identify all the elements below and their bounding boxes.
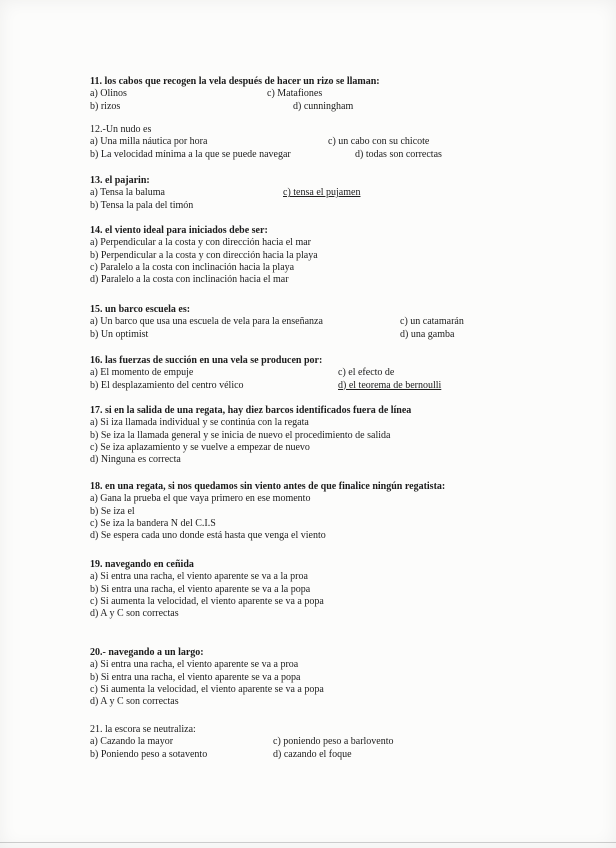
option-b: b) Tensa la pala del timón — [90, 199, 194, 211]
option-c: c) un cabo con su chicote — [328, 136, 430, 148]
question-title: 12.-Un nudo es — [90, 124, 152, 135]
question-title: 19. navegando en ceñida — [90, 559, 194, 570]
option-a: a) Si iza llamada individual y se continúa con la regata — [90, 417, 309, 429]
option-b: b) Se iza el — [90, 505, 135, 517]
option-a: a) Cazando la mayor — [90, 736, 174, 748]
question-16 — [90, 355, 490, 392]
option-a: a) Una milla náutica por hora — [90, 136, 208, 148]
option-a: a) El momento de empuje — [90, 367, 194, 379]
scan-edge-line — [0, 842, 616, 843]
question-14 — [90, 225, 490, 286]
question-title: 20.- navegando a un largo: — [90, 647, 204, 658]
question-19 — [90, 559, 490, 620]
question-17 — [90, 405, 490, 466]
option-a: a) Tensa la baluma — [90, 187, 165, 199]
question-13 — [90, 175, 490, 212]
option-b: b) La velocidad mínima a la que se puede navegar — [90, 148, 291, 160]
option-c: c) un catamarán — [400, 316, 464, 328]
option-a: a) Si entra una racha, el viento aparente se va a la proa — [90, 571, 308, 583]
question-title: 16. las fuerzas de succión en una vela se producen por: — [90, 355, 323, 366]
question-title: 13. el pajarin: — [90, 175, 150, 186]
question-title: 15. un barco escuela es: — [90, 304, 191, 315]
question-title: 17. si en la salida de una regata, hay diez barcos identificados fuera de línea — [90, 405, 412, 416]
option-c: c) Matafiones — [267, 88, 323, 100]
option-b: b) Poniendo peso a sotavento — [90, 748, 208, 760]
option-b: b) Perpendicular a la costa y con dirección hacia la playa — [90, 249, 318, 261]
option-a: a) Un barco que usa una escuela de vela para la enseñanza — [90, 316, 323, 328]
option-b: b) Si entra una racha, el viento aparente se va a la popa — [90, 583, 311, 595]
question-15 — [90, 304, 490, 341]
option-c: c) Se iza aplazamiento y se vuelve a empezar de nuevo — [90, 441, 310, 453]
question-20 — [90, 647, 490, 708]
option-d: d) el teorema de bernoulli — [338, 379, 442, 391]
option-b: b) Si entra una racha, el viento aparente se va a popa — [90, 671, 301, 683]
option-b: b) El desplazamiento del centro vélico — [90, 379, 244, 391]
option-d: d) Ninguna es correcta — [90, 454, 181, 466]
option-c: c) tensa el pujamen — [283, 187, 361, 199]
option-d: d) A y C son correctas — [90, 608, 179, 620]
question-21 — [90, 724, 490, 761]
option-d: d) todas son correctas — [355, 148, 442, 160]
option-a: a) Perpendicular a la costa y con dirección hacia el mar — [90, 237, 312, 249]
option-a: a) Gana la prueba el que vaya primero en ese momento — [90, 493, 311, 505]
option-d: d) una gamba — [400, 328, 455, 340]
option-c: c) el efecto de — [338, 367, 395, 379]
option-d: d) Paralelo a la costa con inclinación hacia el mar — [90, 274, 289, 286]
option-a: a) Olinos — [90, 88, 127, 100]
question-12 — [90, 124, 490, 161]
option-d: d) cazando el foque — [273, 748, 352, 760]
option-c: c) Si aumenta la velocidad, el viento aparente se va a popa — [90, 595, 324, 607]
option-c: c) Se iza la bandera N del C.I.S — [90, 517, 216, 529]
option-b: b) Un optimist — [90, 328, 149, 340]
option-c: c) Paralelo a la costa con inclinación hacia la playa — [90, 261, 295, 273]
option-c: c) Si aumenta la velocidad, el viento aparente se va a popa — [90, 683, 324, 695]
option-b: b) Se iza la llamada general y se inicia de nuevo el procedimiento de salida — [90, 429, 391, 441]
question-11 — [90, 76, 490, 113]
option-a: a) Si entra una racha, el viento aparente se va a proa — [90, 659, 299, 671]
question-18 — [90, 481, 490, 542]
option-d: d) Se espera cada uno donde está hasta que venga el viento — [90, 530, 326, 542]
question-title: 11. los cabos que recogen la vela después de hacer un rizo se llaman: — [90, 76, 380, 87]
option-d: d) A y C son correctas — [90, 696, 179, 708]
option-c: c) poniendo peso a barlovento — [273, 736, 394, 748]
question-title: 21. la escora se neutraliza: — [90, 724, 196, 735]
option-b: b) rizos — [90, 100, 121, 112]
question-title: 14. el viento ideal para iniciados debe ser: — [90, 225, 268, 236]
question-title: 18. en una regata, si nos quedamos sin viento antes de que finalice ningún regatista: — [90, 481, 446, 492]
option-d: d) cunningham — [293, 100, 354, 112]
